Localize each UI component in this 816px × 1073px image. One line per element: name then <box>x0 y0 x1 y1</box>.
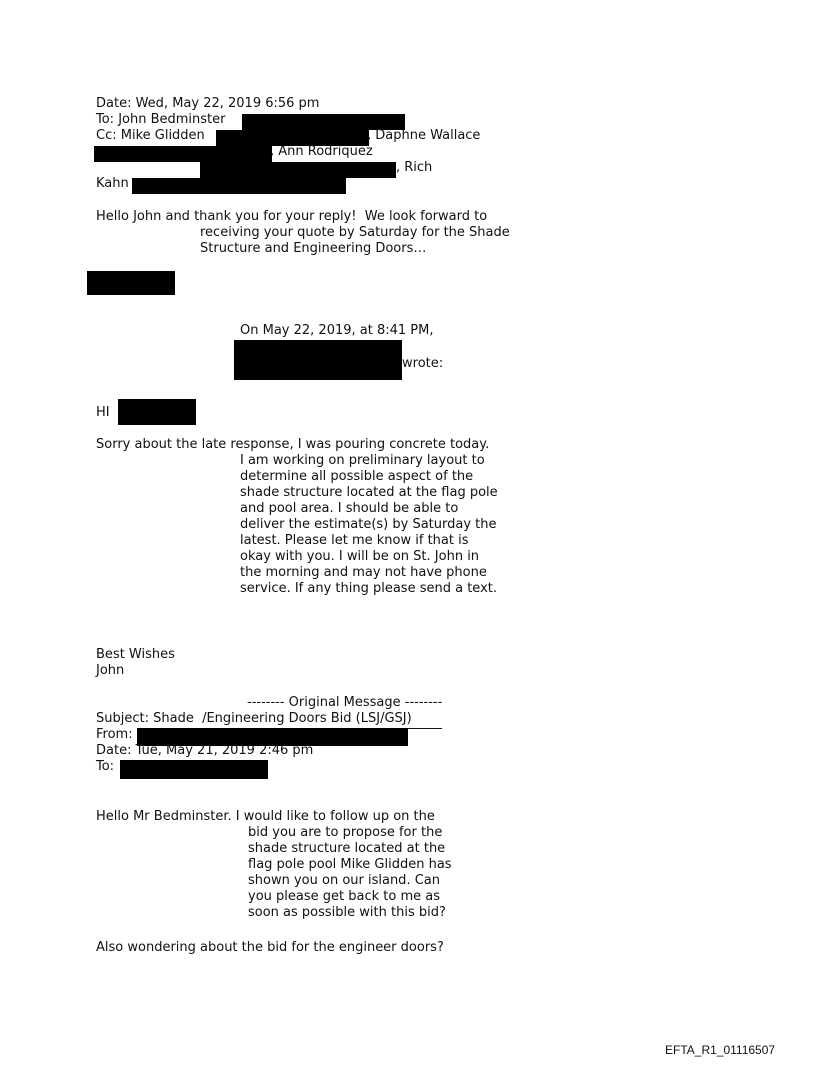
signoff-line: Best Wishes <box>96 647 175 662</box>
redaction-box <box>200 162 396 178</box>
signoff-line: John <box>96 663 125 678</box>
header-cc-rich: , Rich <box>396 160 433 175</box>
header-to: To: John Bedminster <box>96 112 226 127</box>
john-line: service. If any thing please send a text. <box>240 581 497 596</box>
original-body-line: shade structure located at the <box>248 841 446 856</box>
original-body-line: soon as possible with this bid? <box>248 905 446 920</box>
header-cc-ann: , Ann Rodriquez <box>270 144 373 159</box>
redaction-box <box>94 146 272 162</box>
john-line: determine all possible aspect of the <box>240 469 474 484</box>
original-from: From: <box>96 727 133 742</box>
header-date: Date: Wed, May 22, 2019 6:56 pm <box>96 96 320 111</box>
original-to: To: <box>96 759 115 774</box>
john-line: the morning and may not have phone <box>240 565 487 580</box>
redaction-box <box>132 178 346 194</box>
redaction-box <box>118 399 196 425</box>
john-line: deliver the estimate(s) by Saturday the <box>240 517 497 532</box>
john-line: shade structure located at the flag pole <box>240 485 498 500</box>
header-cc: Cc: Mike Glidden <box>96 128 205 143</box>
original-body-line: shown you on our island. Can <box>248 873 440 888</box>
redaction-box <box>87 271 175 295</box>
reply-line: Hello John and thank you for your reply! We look forward to <box>96 209 488 224</box>
john-line: latest. Please let me know if that is <box>240 533 469 548</box>
john-line: I am working on preliminary layout to <box>240 453 485 468</box>
header-cc-daphne: , Daphne Wallace <box>367 128 481 143</box>
reply-line: receiving your quote by Saturday for the Shade <box>200 225 510 240</box>
original-subject: Subject: Shade /Engineering Doors Bid (LSJ/GSJ) <box>96 711 412 726</box>
john-line: and pool area. I should be able to <box>240 501 459 516</box>
john-greeting: HI <box>96 405 110 420</box>
john-line: okay with you. I will be on St. John in <box>240 549 480 564</box>
original-body-line: you please get back to me as <box>248 889 440 904</box>
reply-line: Structure and Engineering Doors… <box>200 241 427 256</box>
original-body-line: Hello Mr Bedminster. I would like to follow up on the <box>96 809 435 824</box>
original-date: Date: Tue, May 21, 2019 2:46 pm <box>96 743 314 758</box>
john-line: Sorry about the late response, I was pouring concrete today. <box>96 437 490 452</box>
original-separator: -------- Original Message -------- <box>247 695 443 710</box>
original-closing: Also wondering about the bid for the engineer doors? <box>96 940 444 955</box>
doc-id: EFTA_R1_01116507 <box>665 1043 776 1057</box>
quote-wrote: wrote: <box>402 356 444 371</box>
redaction-box <box>234 340 402 380</box>
original-body-line: flag pole pool Mike Glidden has <box>248 857 452 872</box>
redaction-box <box>120 760 268 779</box>
quote-on-line: On May 22, 2019, at 8:41 PM, <box>240 323 434 338</box>
original-body-line: bid you are to propose for the <box>248 825 443 840</box>
header-cc-kahn: Kahn <box>96 176 129 191</box>
